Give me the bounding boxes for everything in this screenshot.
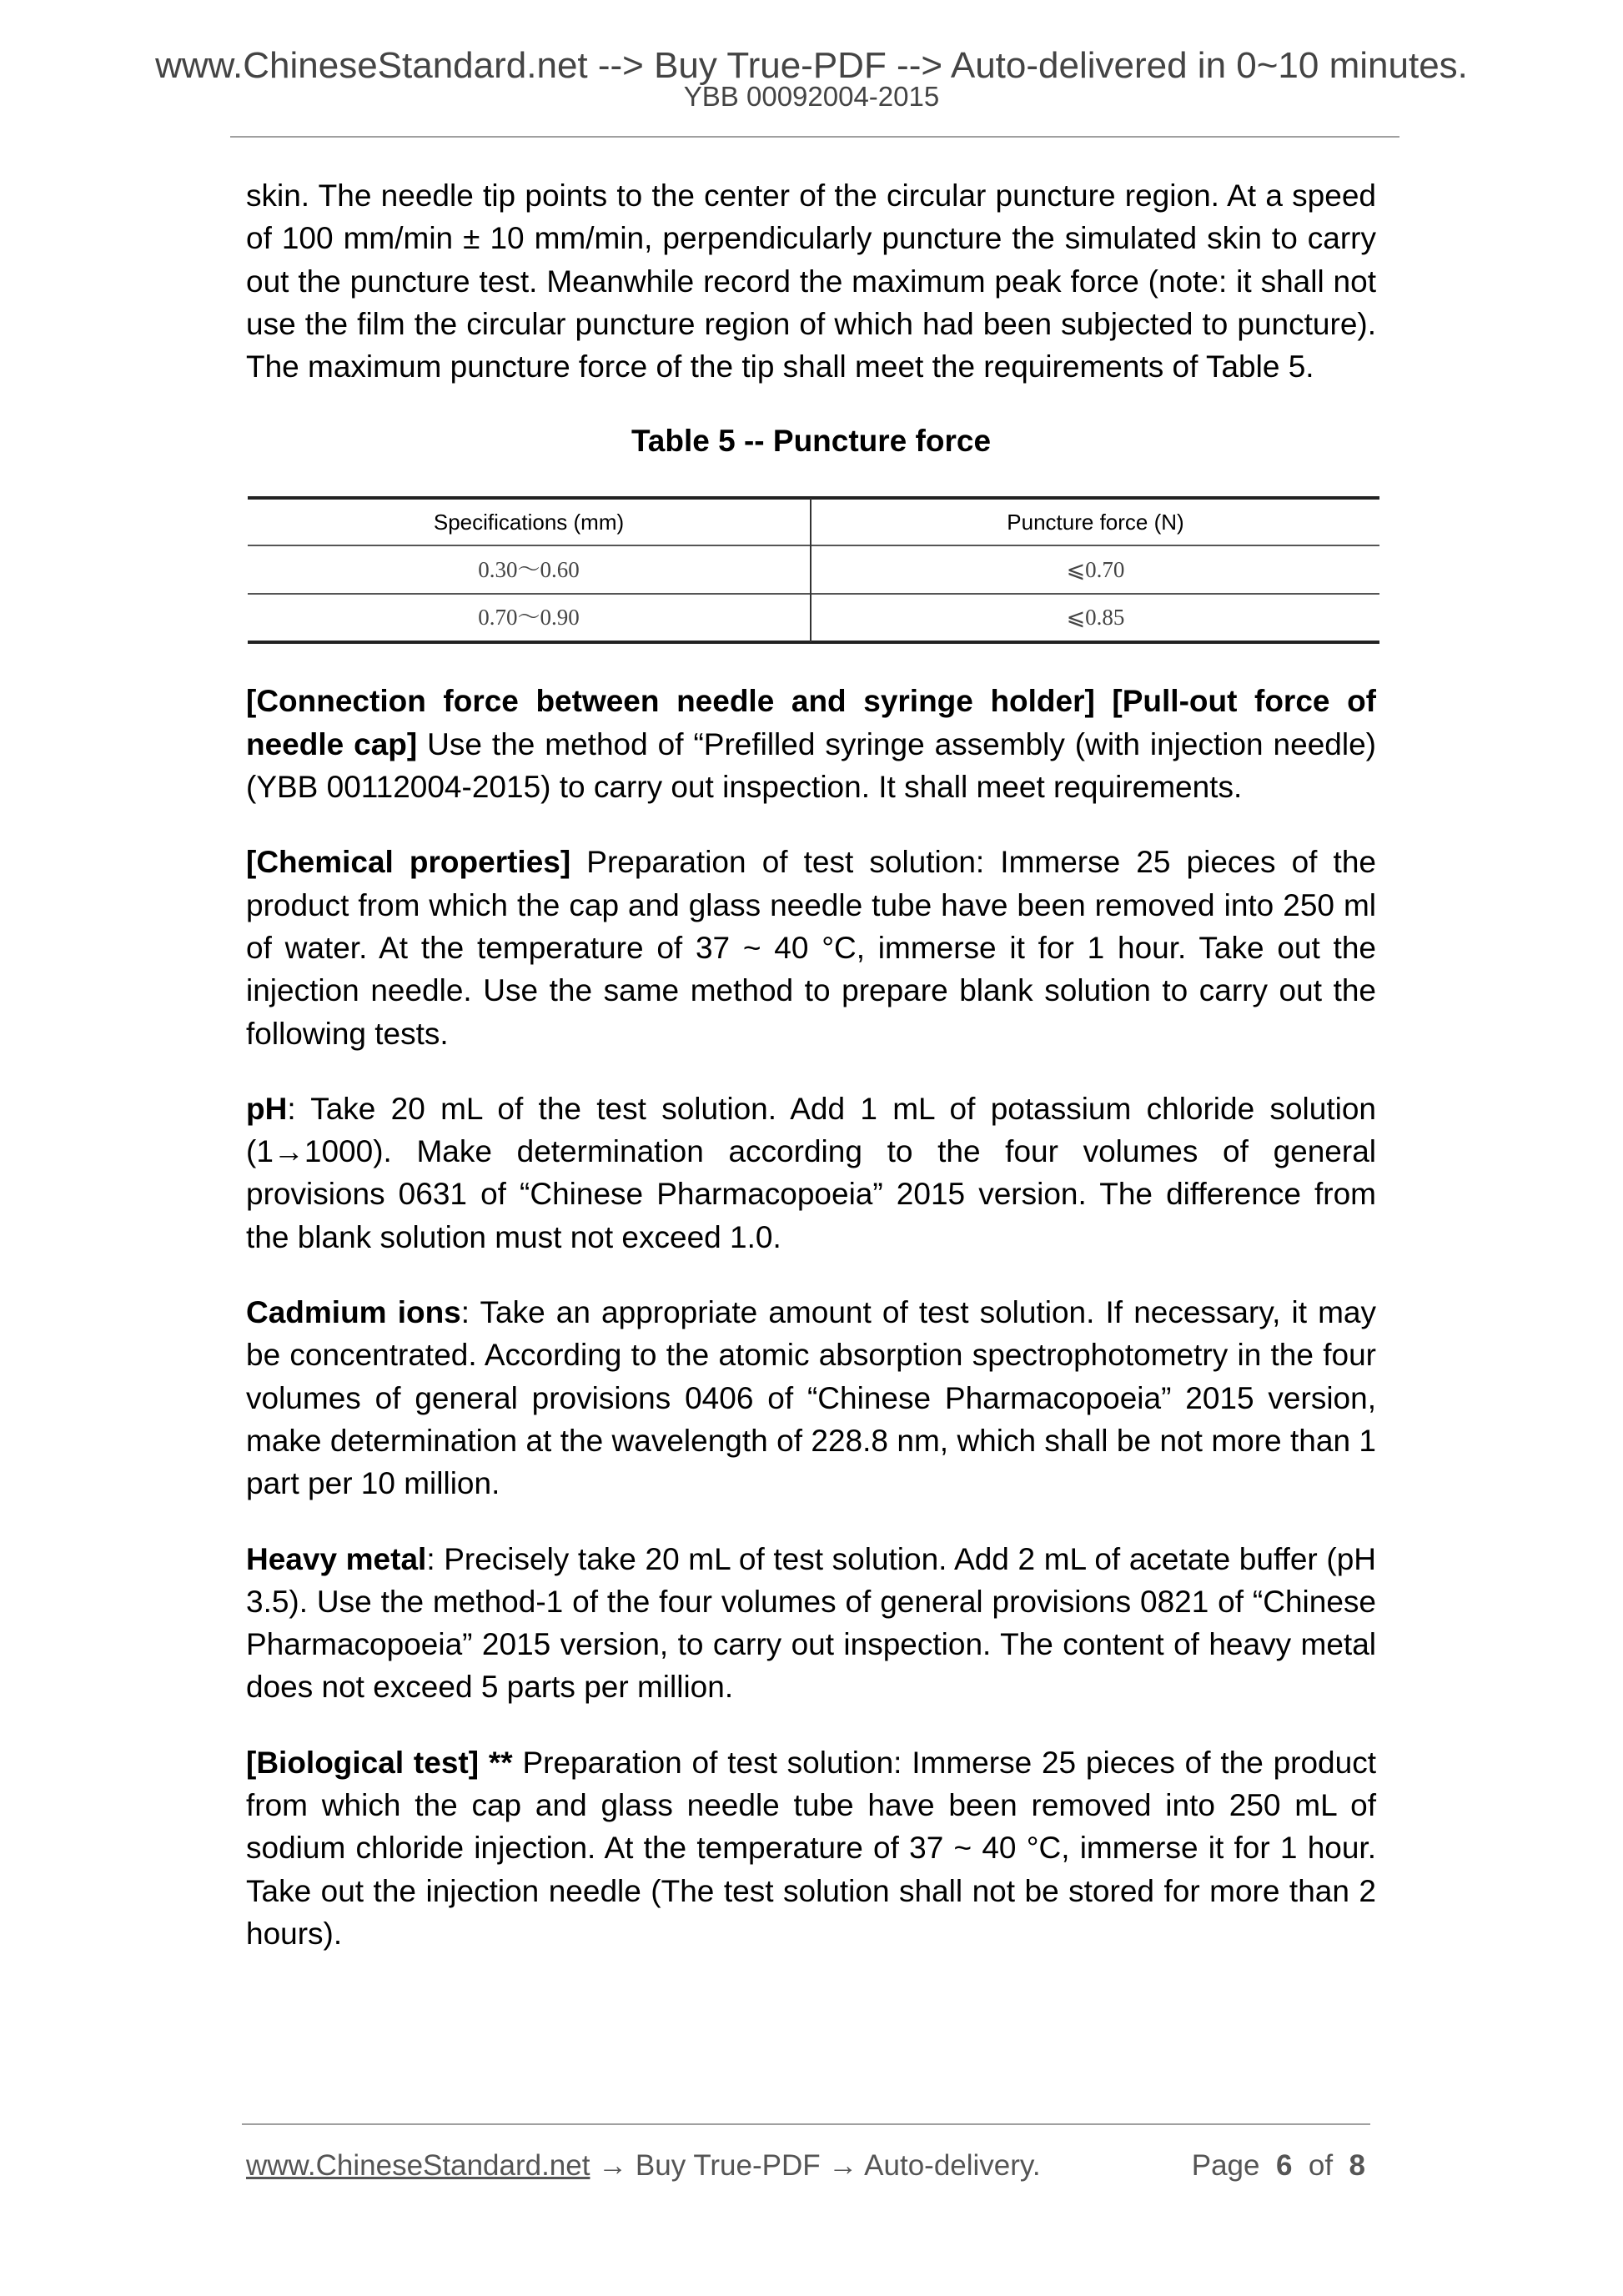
column-header-specifications: Specifications (mm) <box>433 510 625 535</box>
table-bottom-rule <box>248 641 1379 644</box>
section-text: Preparation of test solution: Immerse 25 pieces of the product from which the cap and glass needle tube have been removed into 250 ml of water. At the temperature of 37 ~ 40 °C, immerse it for 1 hour. Take out the injection needle. Use the same method to prepare blank solution to carry out the following tests. <box>246 845 1376 1051</box>
table-cell-spec: 0.30～0.60 <box>478 557 580 583</box>
header-divider <box>230 136 1399 138</box>
page-current: 6 <box>1275 2149 1293 2182</box>
section-biological-test <box>246 1741 1376 1955</box>
page-indicator <box>1192 2149 1365 2183</box>
column-header-puncture-force: Puncture force (N) <box>1007 510 1184 535</box>
document-body <box>246 174 1376 1987</box>
intro-paragraph: skin. The needle tip points to the center of the circular puncture region. At a speed of 100 mm/min ± 10 mm/min, perpendicularly puncture the simulated skin to carry out the puncture test. Meanwhile record the maximum peak force (note: it shall not use the film the circular puncture region of which had been subjected to puncture). The maximum puncture force of the tip shall meet the requirements of Table 5. <box>246 178 1376 384</box>
section-heading: Heavy metal <box>246 1541 427 1576</box>
footer-divider <box>242 2123 1370 2125</box>
table-title: Table 5 -- Puncture force <box>631 424 992 459</box>
footer-promo-text: → Buy True-PDF → Auto-delivery. <box>590 2149 1041 2182</box>
section-cadmium-ions <box>246 1291 1376 1505</box>
section-heading: Cadmium ions <box>246 1295 461 1330</box>
section-heading: [Connection force between needle and syringe holder] [Pull-out force of needle cap] <box>246 684 1376 761</box>
section-ph <box>246 1088 1376 1259</box>
section-connection-force <box>246 680 1376 808</box>
section-heavy-metal <box>246 1538 1376 1709</box>
section-heading: pH <box>246 1091 288 1126</box>
footer-promo <box>246 2149 1041 2183</box>
table-cell-spec: 0.70～0.90 <box>478 605 580 631</box>
section-text: Preparation of test solution: Immerse 25 pieces of the product from which the cap and glass needle tube have been removed into 250 mL of sodium chloride injection. At the temperature of 37 ~ 40 °C, immerse it for 1 hour. Take out the injection needle (The test solution shall not be stored for more than 2 hours). <box>246 1745 1376 1951</box>
section-chemical-properties <box>246 841 1376 1054</box>
header-banner: www.ChineseStandard.net --> Buy True-PDF --> Auto-delivered in 0~10 minutes. <box>155 45 1468 86</box>
section-heading: [Chemical properties] <box>246 845 571 880</box>
standard-code: YBB 00092004-2015 <box>683 81 940 112</box>
table-cell-force: ⩽0.70 <box>1066 557 1125 583</box>
footer-site-link[interactable]: www.ChineseStandard.net <box>246 2149 590 2182</box>
section-heading: [Biological test] ** <box>246 1745 513 1780</box>
table-cell-force: ⩽0.85 <box>1066 605 1125 631</box>
section-text: : Precisely take 20 mL of test solution. Add 2 mL of acetate buffer (pH 3.5). Use the method-1 of the four volumes of general provisions 0821 of “Chinese Pharmacopoeia” 2015 version, to carry out inspection. The content of heavy metal does not exceed 5 parts per million. <box>246 1541 1376 1705</box>
section-text: : Take 20 mL of the test solution. Add 1 mL of potassium chloride solution (1→1000). Make determination according to the four volumes of general provisions 0631 of “Chinese Pharmacopoeia” 2015 version. The difference from the blank solution must not exceed 1.0. <box>246 1091 1376 1254</box>
puncture-force-table <box>248 496 1379 645</box>
section-text: : Take an appropriate amount of test solution. If necessary, it may be concentrated. According to the atomic absorption spectrophotometry in the four volumes of general provisions 0406 of “Chinese Pharmacopoeia” 2015 version, make determination at the wavelength of 228.8 nm, which shall be not more than 1 part per 10 million. <box>246 1295 1377 1501</box>
section-text: Use the method of “Prefilled syringe assembly (with injection needle) (YBB 00112004-2015) to carry out inspection. It shall meet requirements. <box>246 726 1376 805</box>
of-label: of <box>1308 2149 1334 2182</box>
page-total: 8 <box>1349 2149 1365 2182</box>
page-label: Page <box>1191 2149 1260 2182</box>
